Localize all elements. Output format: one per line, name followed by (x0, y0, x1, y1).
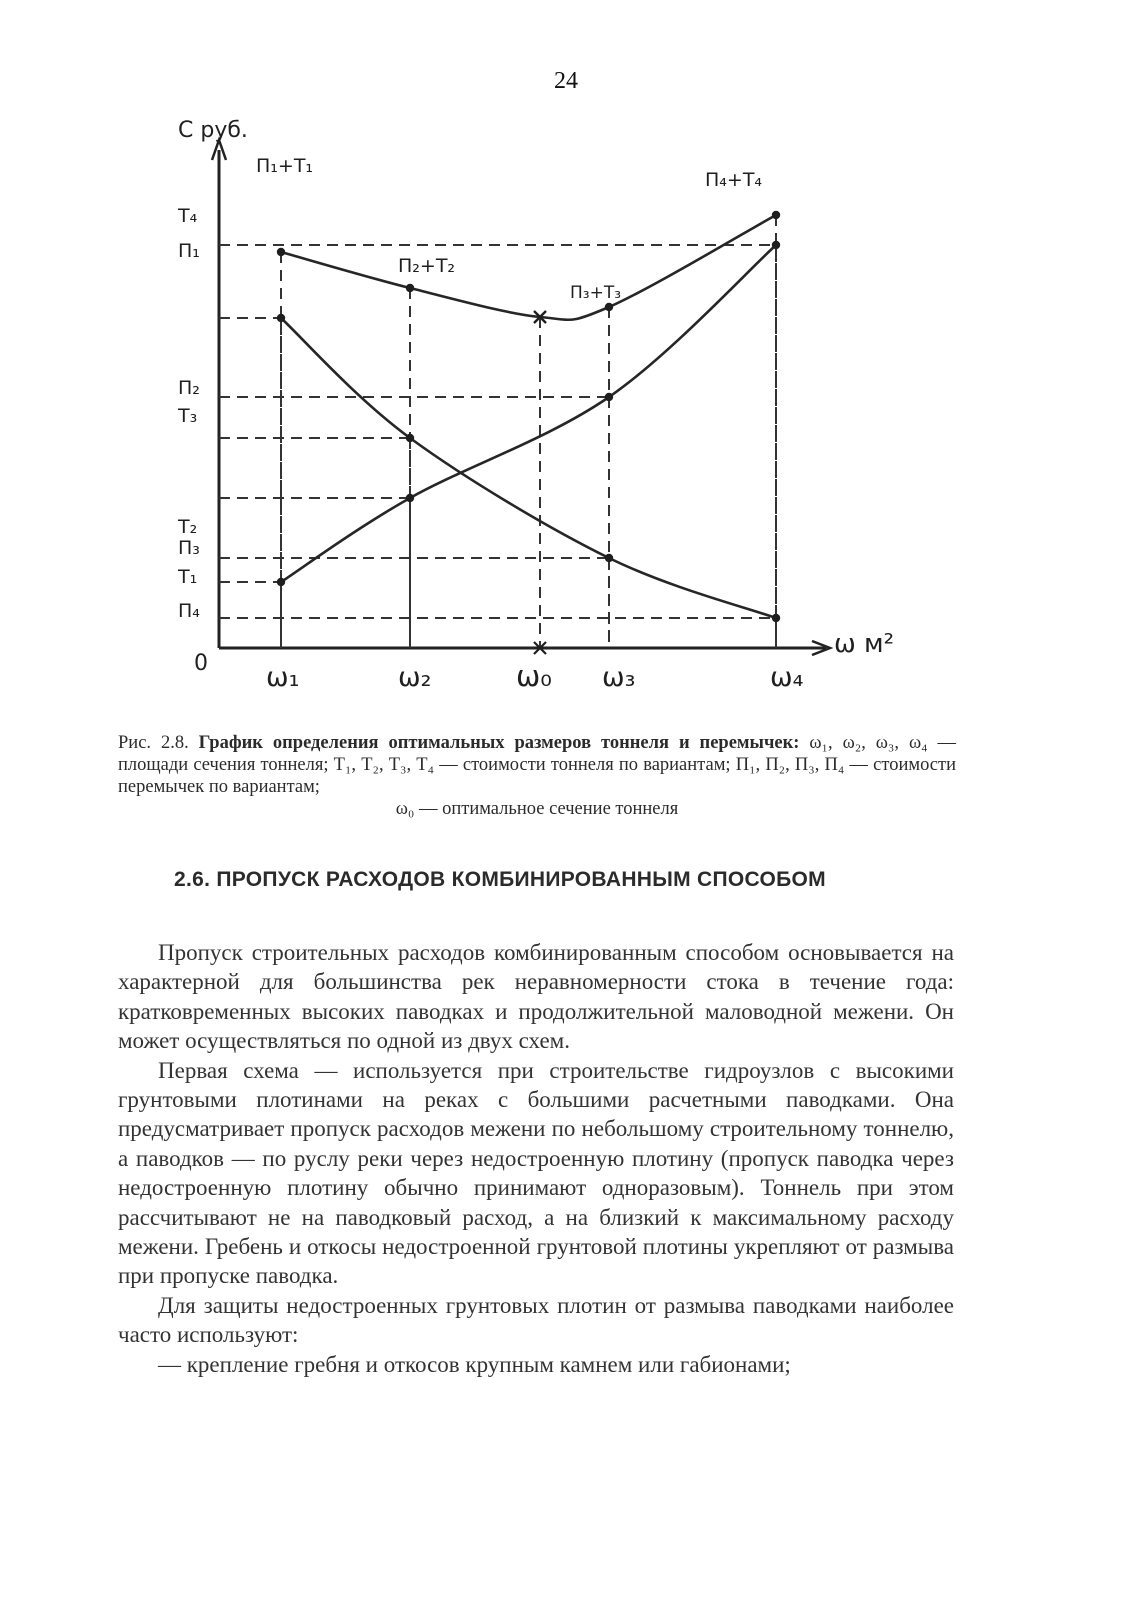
data-point (605, 303, 613, 311)
page-number: 24 (554, 68, 578, 94)
x-tick-label: ω₃ (602, 662, 636, 693)
data-point (277, 248, 285, 256)
caption-body: ω₁, ω₂, ω₃, ω₄ — площади сечения тоннеля; Т₁, Т₂, Т₃, Т₄ — стоимости тоннеля по вариантам; П₁, П₂, П₃, П₄ — стоимости перемычек по вариантам; (118, 733, 957, 797)
curve-label: П₄+Т₄ (705, 169, 763, 191)
y-tick-label: П₄ (178, 600, 200, 622)
y-tick-label: Т₁ (178, 566, 198, 588)
curve-label: П₃+Т₃ (570, 283, 622, 303)
x-tick-label: ω₁ (266, 662, 300, 693)
x-axis-label: ω м² (834, 629, 895, 659)
caption-lead: Рис. 2.8. (118, 733, 189, 753)
x-tick-label: ω₂ (398, 662, 432, 693)
cost-chart (0, 0, 1132, 720)
body-text (118, 938, 954, 1379)
x-tick-label: ω₄ (770, 662, 804, 693)
y-tick-label: Т₃ (178, 405, 198, 427)
y-tick-label: П₃ (178, 537, 200, 559)
paragraph: Пропуск строительных расходов комбинированным способом основывается на характерной для большинства рек неравномерности стока в течение года: кратковременных высоких паводках и продолжительной маловодной межени. Он может осуществляться по одной из двух схем. (118, 940, 954, 1054)
caption-last-line: ω₀ — оптимальное сечение тоннеля (395, 799, 679, 819)
data-point (406, 494, 414, 502)
curve-label: П₂+Т₂ (398, 255, 456, 277)
cost-curve (281, 215, 776, 320)
data-point (772, 241, 780, 249)
cost-curve (281, 245, 776, 582)
x-tick-label: ω₀ (516, 659, 552, 693)
figure-caption (118, 732, 956, 820)
y-axis-label: С руб. (178, 118, 248, 143)
data-point (277, 578, 285, 586)
curve-label: П₁+Т₁ (256, 155, 314, 177)
section-heading: 2.6. ПРОПУСК РАСХОДОВ КОМБИНИРОВАННЫМ СПОСОБОМ (174, 868, 826, 891)
data-point (406, 284, 414, 292)
paragraph: Первая схема — используется при строительстве гидроузлов с высокими грунтовыми плотинами на реках с большими расчетными паводками. Она предусматривает пропуск расходов межени по небольшому строительному тоннелю, а паводков — по руслу реки через недостроенную плотину (пропуск паводка через недостроенную плотину обычно принимают одноразовым). Тоннель при этом рассчитывают не на паводковый расход, а на близкий к максимальному расходу межени. Гребень и откосы недостроенной грунтовой плотины укрепляют от размыва при пропуске паводка. (118, 1057, 954, 1289)
y-tick-label: П₂ (178, 377, 200, 399)
data-point (406, 434, 414, 442)
cost-curve (281, 318, 776, 618)
data-point (605, 393, 613, 401)
y-tick-label: Т₄ (178, 205, 198, 227)
y-tick-label: П₁ (178, 240, 200, 262)
origin-label: 0 (194, 651, 208, 676)
y-tick-label: Т₂ (178, 516, 198, 538)
paragraph: — крепление гребня и откосов крупным камнем или габионами; (158, 1351, 791, 1377)
paragraph: Для защиты недостроенных грунтовых плотин от размыва паводками наиболее часто используют: (118, 1292, 954, 1348)
data-point (277, 314, 285, 322)
dashed-guides (219, 215, 776, 648)
data-point (772, 614, 780, 622)
data-point (772, 211, 780, 219)
caption-title: График определения оптимальных размеров тоннеля и перемычек: (198, 733, 800, 753)
data-points (277, 211, 780, 654)
data-point (605, 554, 613, 562)
